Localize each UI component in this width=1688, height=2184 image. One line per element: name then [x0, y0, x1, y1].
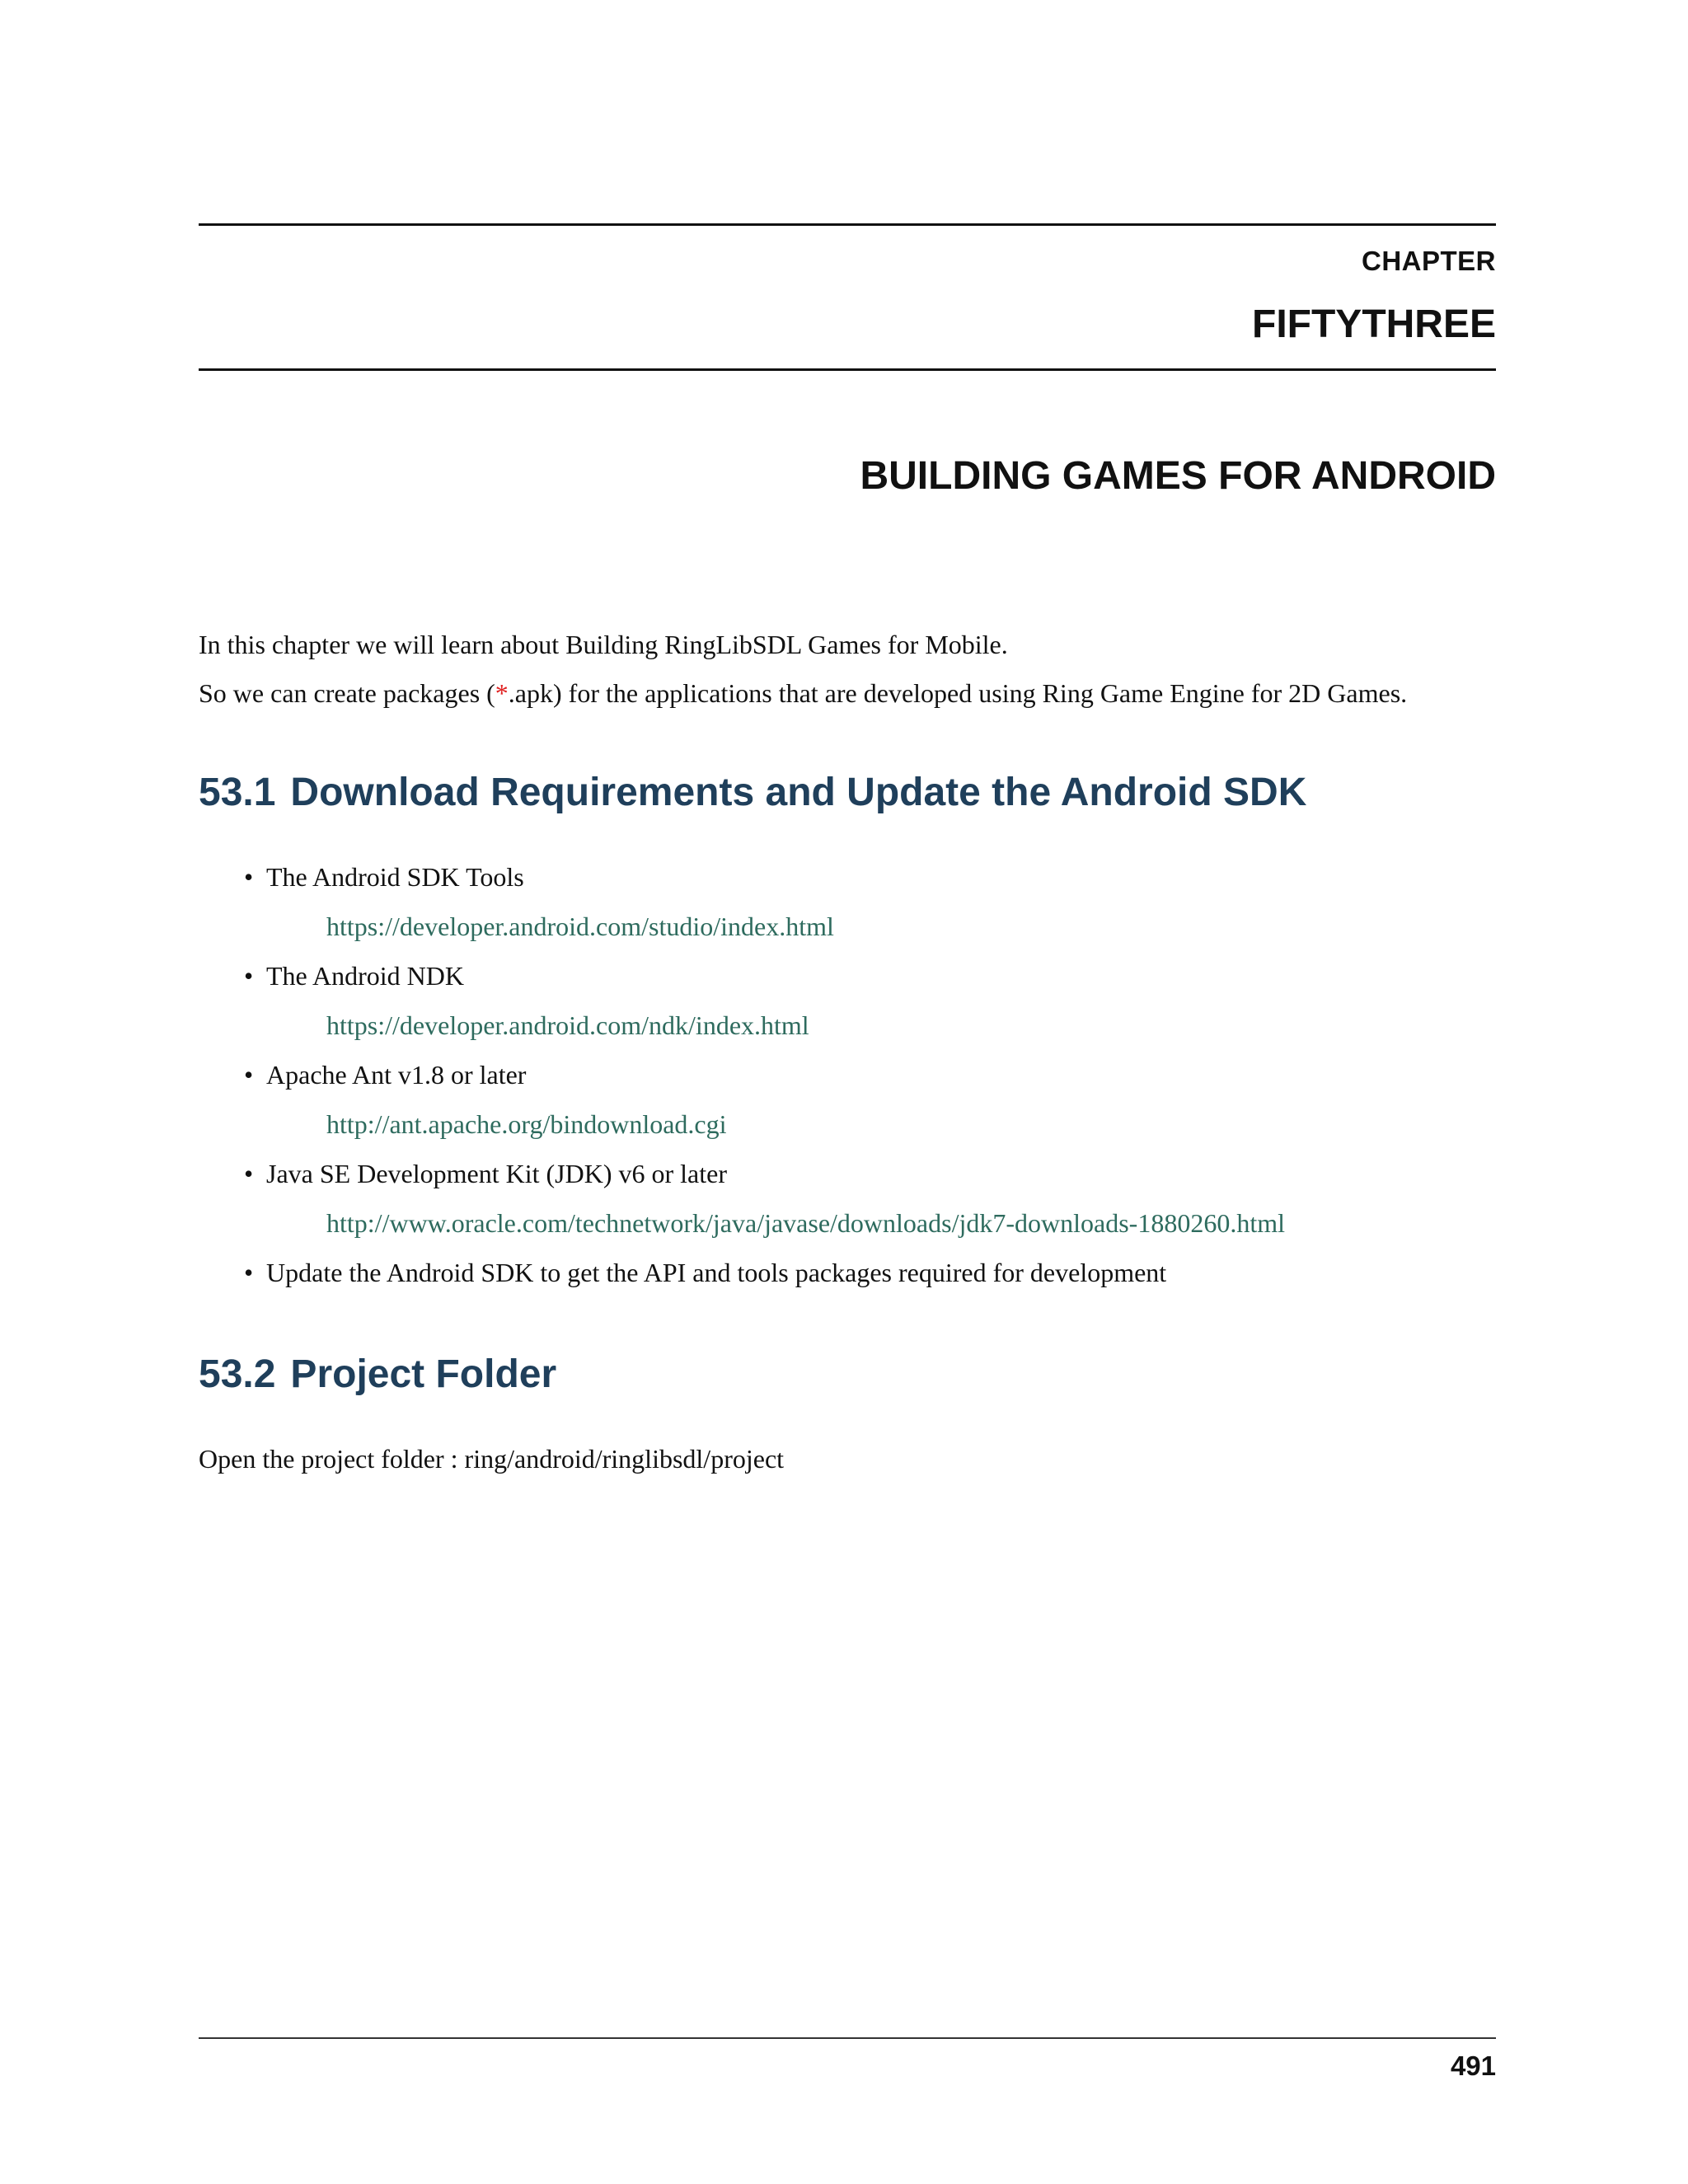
chapter-top-rule	[199, 223, 1496, 226]
list-item-link-row	[199, 1009, 1496, 1058]
list-item-text: The Android SDK Tools	[266, 862, 524, 892]
list-item	[199, 1256, 1496, 1305]
asterisk-wildcard: *	[495, 678, 509, 708]
footer-rule	[199, 2037, 1496, 2039]
bullet-icon: •	[244, 862, 254, 892]
list-item-text: Update the Android SDK to get the API and tools packages required for development	[266, 1258, 1167, 1287]
list-item-text: The Android NDK	[266, 961, 464, 991]
chapter-label: CHAPTER	[1361, 246, 1496, 276]
chapter-title: BUILDING GAMES FOR ANDROID	[860, 454, 1496, 498]
list-item-link-row	[199, 910, 1496, 959]
section-title: Download Requirements and Update the Android SDK	[290, 771, 1307, 814]
intro-text-before: So we can create packages (	[199, 678, 495, 708]
intro-paragraph-2	[199, 677, 1407, 710]
section-heading-download-requirements	[199, 770, 1306, 815]
section-number: 53.2	[199, 1352, 276, 1396]
android-ndk-link[interactable]: https://developer.android.com/ndk/index.html	[326, 1010, 809, 1040]
requirements-list	[199, 860, 1496, 1305]
list-item-link-row	[199, 1207, 1496, 1256]
list-item-text: Java SE Development Kit (JDK) v6 or later	[266, 1159, 727, 1188]
android-sdk-tools-link[interactable]: https://developer.android.com/studio/index.html	[326, 912, 834, 941]
bullet-icon: •	[244, 1060, 254, 1090]
jdk-download-link[interactable]: http://www.oracle.com/technetwork/java/javase/downloads/jdk7-downloads-1880260.html	[326, 1208, 1285, 1238]
intro-paragraph-1: In this chapter we will learn about Building RingLibSDL Games for Mobile.	[199, 630, 1008, 659]
chapter-bottom-rule	[199, 368, 1496, 371]
list-item-text: Apache Ant v1.8 or later	[266, 1060, 527, 1090]
list-item	[199, 959, 1496, 1009]
apache-ant-link[interactable]: http://ant.apache.org/bindownload.cgi	[326, 1109, 727, 1139]
chapter-number: FIFTYTHREE	[1252, 302, 1496, 346]
section-number: 53.1	[199, 771, 276, 814]
list-item-link-row	[199, 1108, 1496, 1157]
bullet-icon: •	[244, 1258, 254, 1287]
section-title: Project Folder	[290, 1352, 557, 1396]
project-folder-paragraph: Open the project folder : ring/android/ringlibsdl/project	[199, 1444, 785, 1474]
bullet-icon: •	[244, 1159, 254, 1188]
intro-text-after: .apk) for the applications that are developed using Ring Game Engine for 2D Games.	[508, 678, 1408, 708]
section-heading-project-folder	[199, 1352, 556, 1397]
list-item	[199, 1058, 1496, 1108]
page-number: 491	[1450, 2050, 1496, 2081]
bullet-icon: •	[244, 961, 254, 991]
list-item	[199, 860, 1496, 910]
list-item	[199, 1157, 1496, 1207]
